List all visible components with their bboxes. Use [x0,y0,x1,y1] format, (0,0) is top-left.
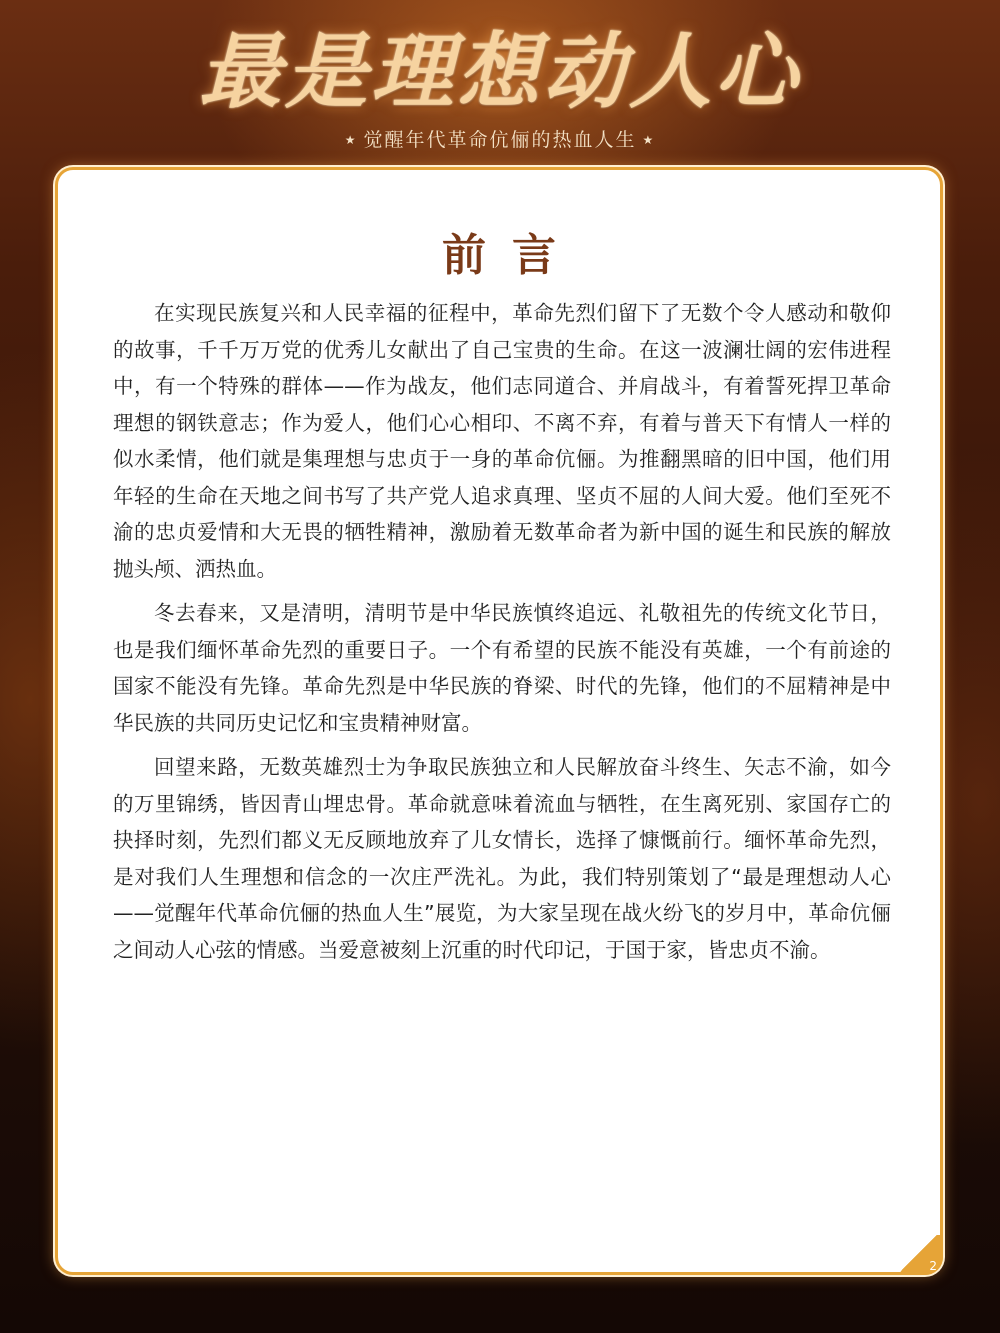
paragraph: 回望来路，无数英雄烈士为争取民族独立和人民解放奋斗终生、矢志不渝，如今的万里锦绣，皆因青山埋忠骨。革命就意味着流血与牺牲，在生离死别、家国存亡的抉择时刻，先烈们都义无反顾地放弃了儿女情长，选择了慷慨前行。缅怀革命先烈，是对我们人生理想和信念的一次庄严洗礼。为此，我们特别策划了“最是理想动人心——觉醒年代革命伉俪的热血人生”展览，为大家呈现在战火纷飞的岁月中，革命伉俪之间动人心弦的情感。当爱意被刻上沉重的时代印记，于国于家，皆忠贞不渝。 [113,755,891,962]
subtitle [0,127,1000,153]
subtitle-text: 觉醒年代革命伉俪的热血人生 [363,129,637,151]
section-title: 前言 [442,230,582,281]
page-corner [891,1235,943,1275]
preface-body [113,295,891,976]
content-panel [55,167,943,1275]
header-banner [0,0,1000,165]
star-icon: ★ [344,133,358,147]
paragraph: 冬去春来，又是清明，清明节是中华民族慎终追远、礼敬祖先的传统文化节日，也是我们缅怀革命先烈的重要日子。一个有希望的民族不能没有英雄，一个有前途的国家不能没有先锋。革命先烈是中华民族的脊梁、时代的先锋，他们的不屈精神是中华民族的共同历史记忆和宝贵精神财富。 [113,601,891,735]
star-icon: ★ [642,133,656,147]
main-title: 最是理想动人心 [199,24,801,120]
page-number: 2 [929,1259,937,1273]
paragraph: 在实现民族复兴和人民幸福的征程中，革命先烈们留下了无数个令人感动和敬仰的故事，千千万万党的优秀儿女献出了自己宝贵的生命。在这一波澜壮阔的宏伟进程中，有一个特殊的群体——作为战友，他们志同道合、并肩战斗，有着誓死捍卫革命理想的钢铁意志；作为爱人，他们心心相印、不离不弃，有着与普天下有情人一样的似水柔情，他们就是集理想与忠贞于一身的革命伉俪。为推翻黑暗的旧中国，他们用年轻的生命在天地之间书写了共产党人追求真理、坚贞不屈的人间大爱。他们至死不渝的忠贞爱情和大无畏的牺牲精神，激励着无数革命者为新中国的诞生和民族的解放抛头颅、洒热血。 [113,301,891,581]
